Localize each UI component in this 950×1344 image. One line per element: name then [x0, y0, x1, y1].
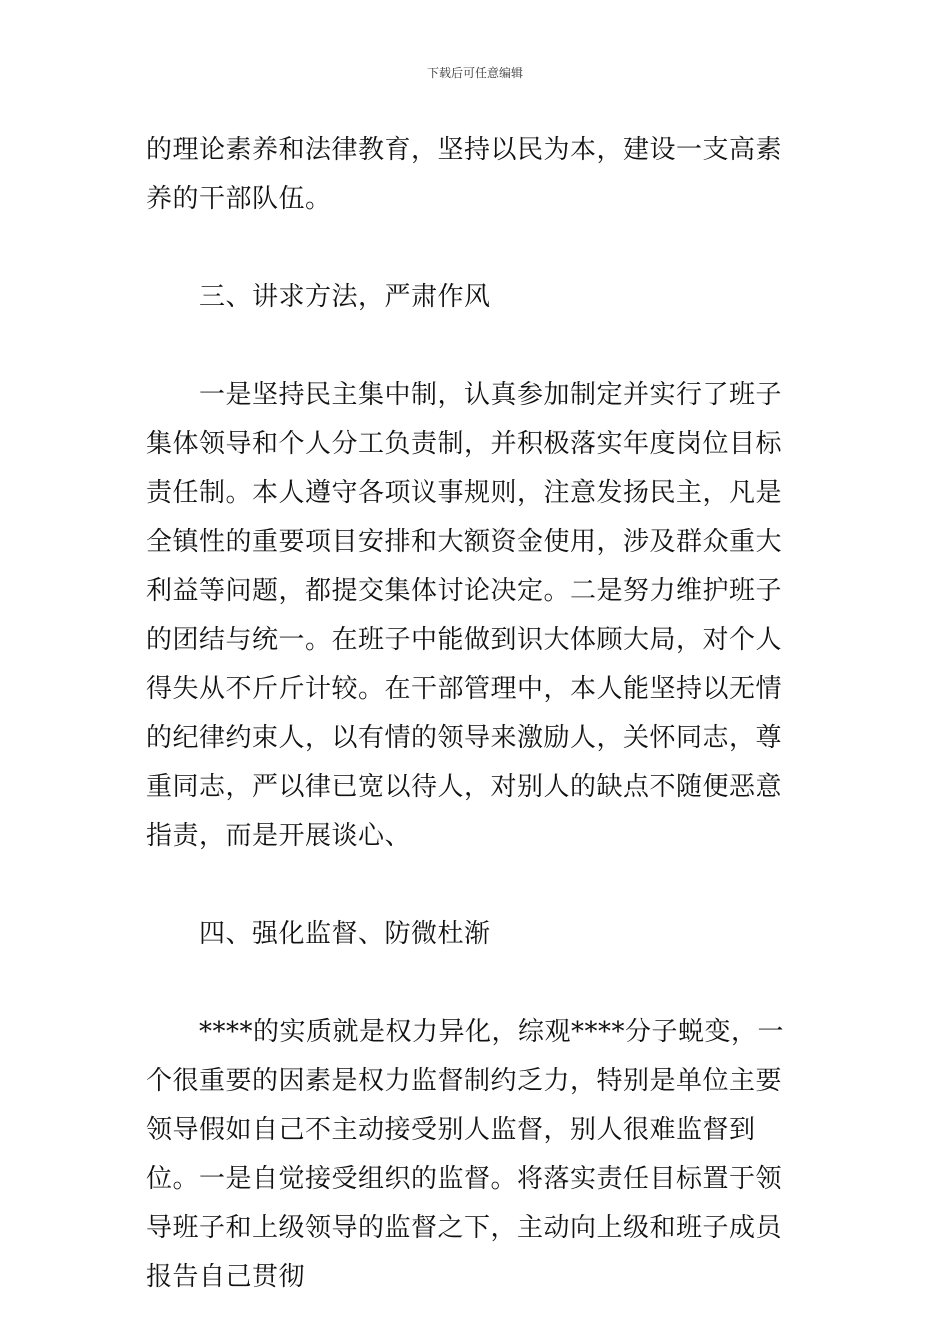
page-header: 下载后可任意编辑	[426, 66, 523, 80]
section-heading-4: 四、强化监督、防微杜渐	[199, 919, 491, 949]
section-heading-3: 三、讲求方法，严肃作风	[199, 282, 491, 312]
continuation-paragraph: 的理论素养和法律教育，坚持以民为本，建设一支高素养的干部队伍。	[146, 135, 783, 214]
body-paragraph: ****的实质就是权力异化，综观****分子蜕变，一个很重要的因素是权力监督制约乏力，特别是单位主要领导假如自己不主动接受别人监督，别人很难监督到位。一是自觉接受组织的监督。将落实责任目标置于领导班子和上级领导的监督之下，主动向上级和班子成员报告自己贯彻	[146, 1017, 785, 1292]
paragraph-gap	[146, 959, 806, 1008]
paragraph-gap	[146, 861, 806, 910]
body-paragraph: 一是坚持民主集中制，认真参加制定并实行了班子集体领导和个人分工负责制，并积极落实年度岗位目标责任制。本人遵守各项议事规则，注意发扬民主，凡是全镇性的重要项目安排和大额资金使用，涉及群众重大利益等问题，都提交集体讨论决定。二是努力维护班子的团结与统一。在班子中能做到识大体顾大局，对个人得失从不斤斤计较。在干部管理中，本人能坚持以无情的纪律约束人，以有情的领导来激励人，关怀同志，尊重同志，严以律已宽以待人，对别人的缺点不随便恶意指责，而是开展谈心、	[146, 380, 783, 851]
paragraph-gap	[146, 322, 806, 371]
document-body	[146, 126, 806, 1302]
paragraph-gap	[146, 224, 806, 273]
